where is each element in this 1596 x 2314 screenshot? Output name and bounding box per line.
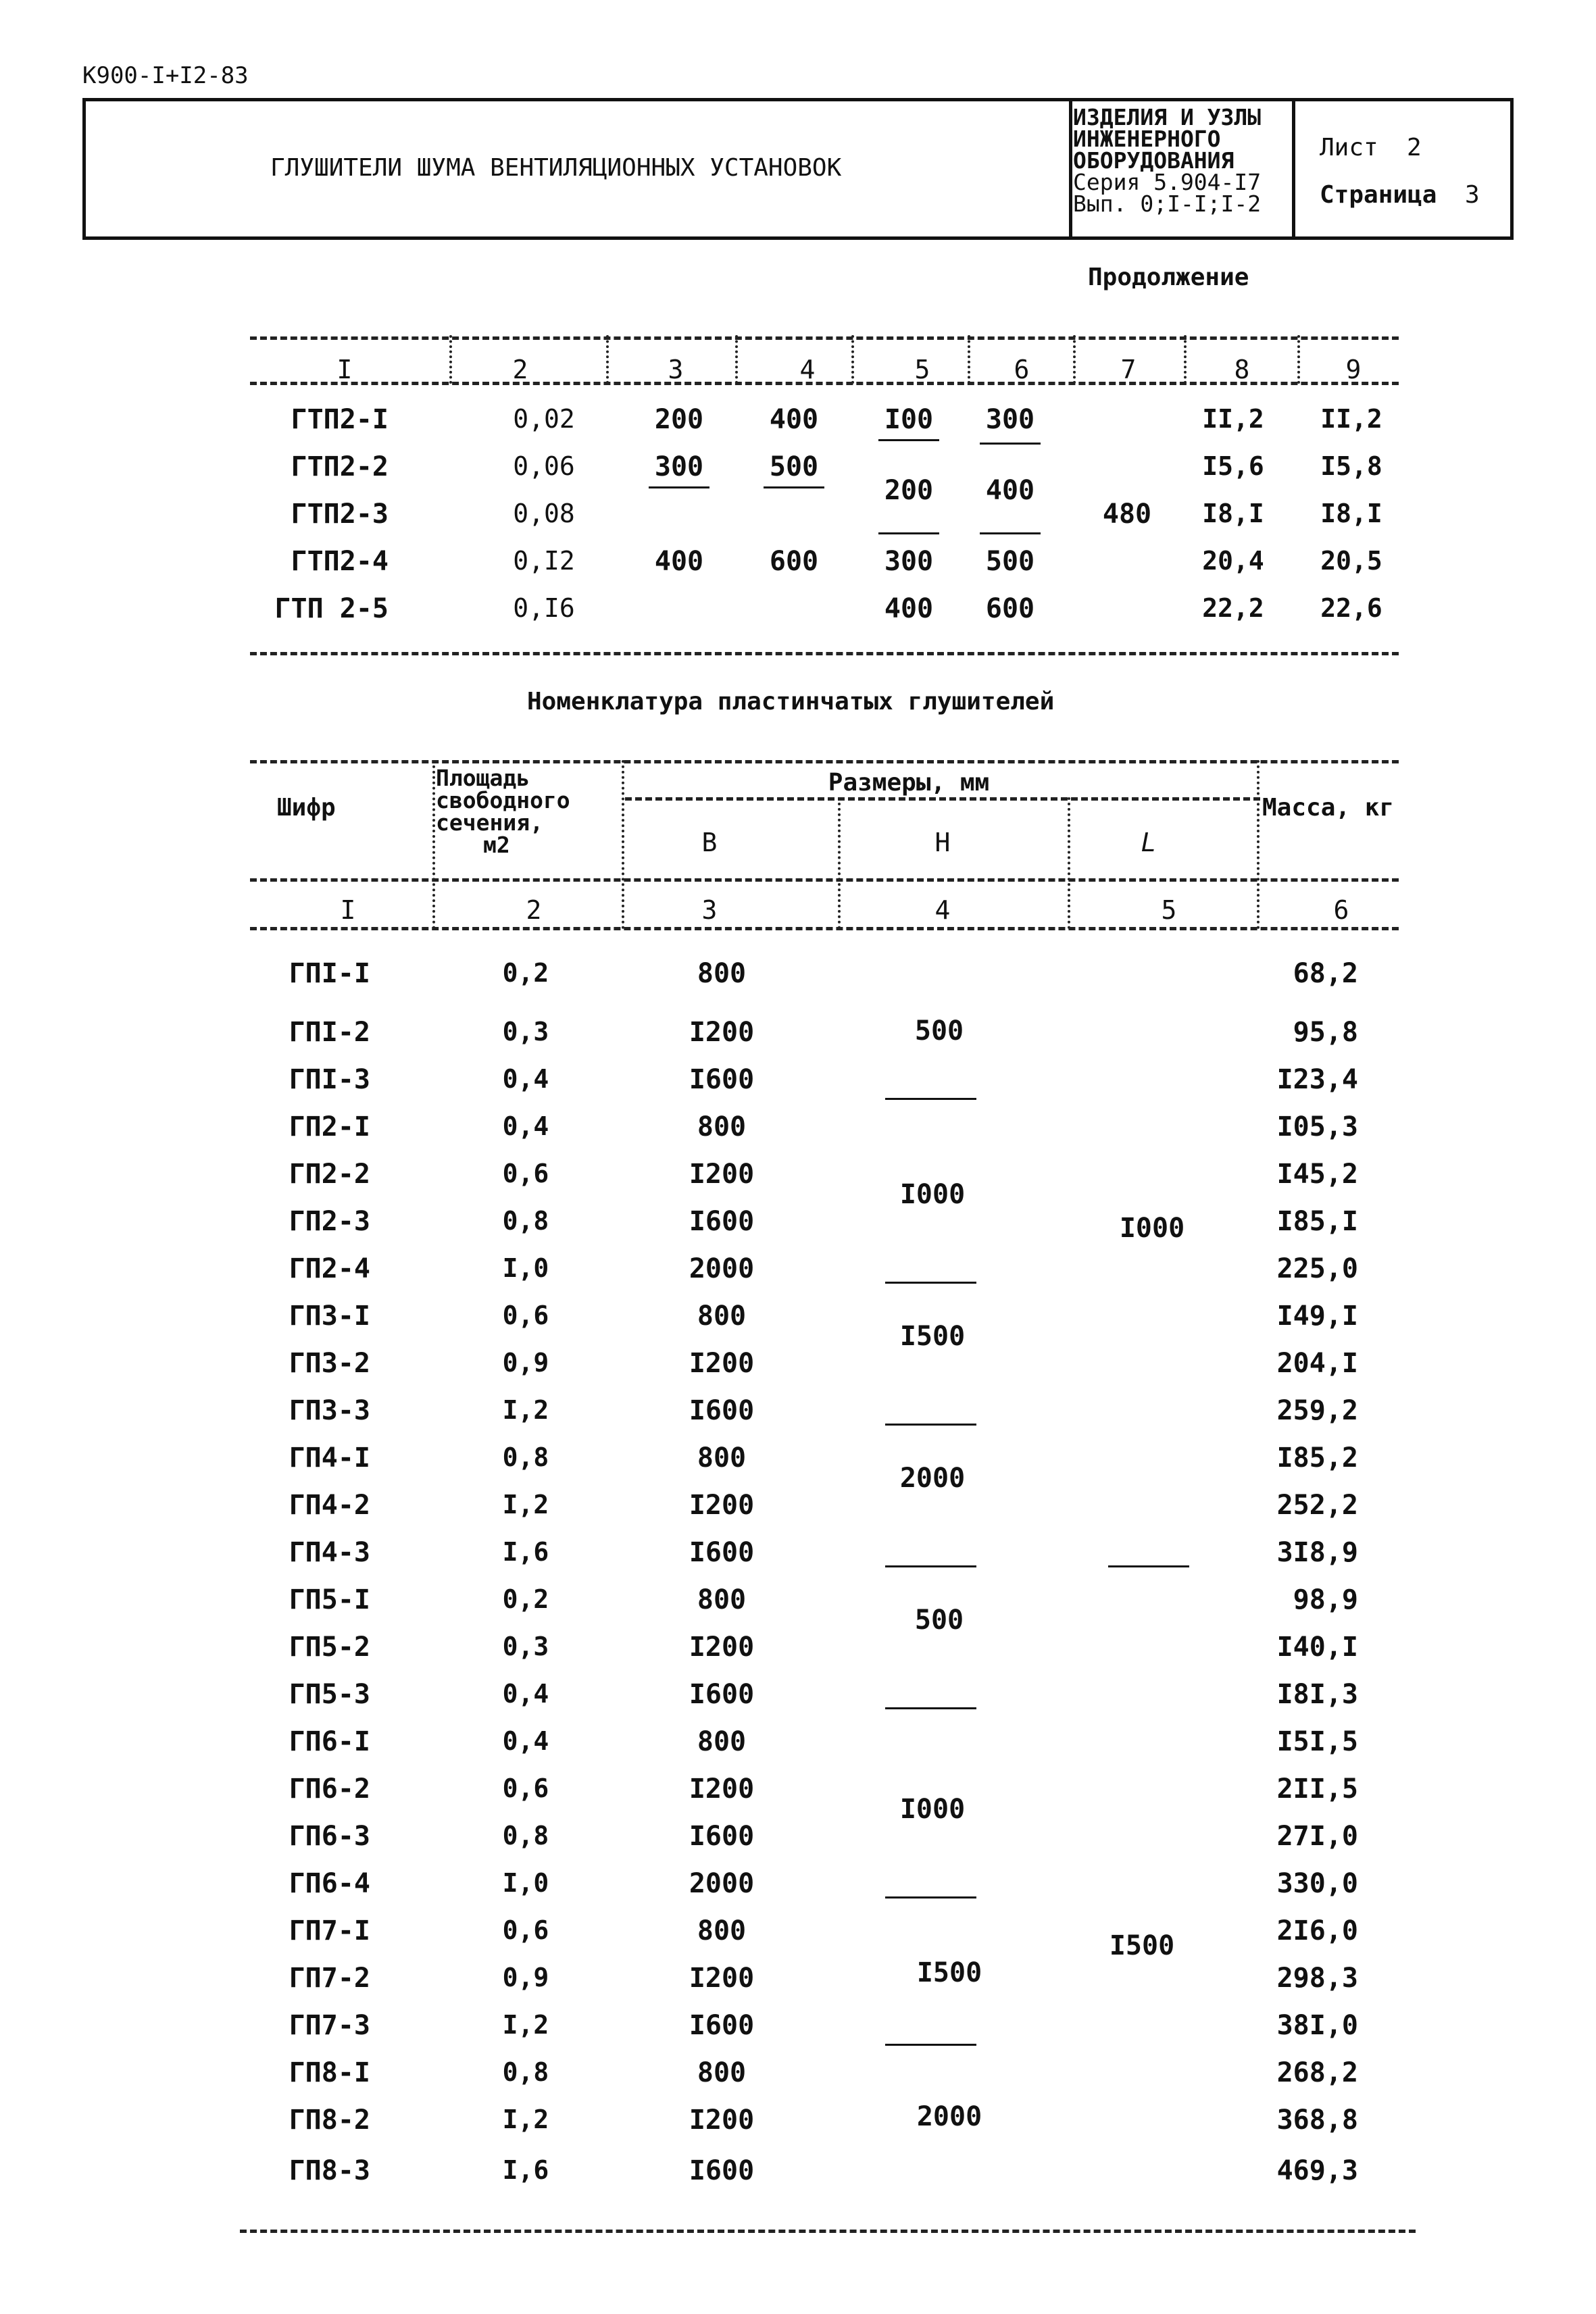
column-number: 9: [1345, 355, 1362, 384]
group-separator: [885, 2044, 976, 2046]
table-cell-code: ГПI-I: [289, 958, 370, 989]
table-cell: 0,06: [513, 451, 575, 481]
table-cell-mass: I5I,5: [1276, 1726, 1358, 1757]
table-cell-code: ГП7-2: [289, 1963, 370, 1994]
table-rule: [250, 927, 1399, 930]
column-separator: [449, 335, 452, 384]
table-cell-code: ГП2-2: [289, 1159, 370, 1190]
header-line: сечения,: [436, 809, 543, 836]
continuation-label: Продолжение: [1088, 263, 1249, 291]
table-cell: ГТП 2-5: [274, 593, 389, 624]
table-cell-area: 0,2: [502, 958, 549, 988]
sheet-label: Лист: [1320, 134, 1378, 161]
table-cell: 0,I2: [513, 546, 575, 576]
table-cell-code: ГП2-I: [289, 1111, 370, 1142]
table-cell-area: I,2: [502, 1490, 549, 1519]
column-number: 3: [668, 355, 684, 384]
column-header-h: Н: [934, 828, 951, 857]
header-line: свободного: [436, 787, 570, 813]
table-cell: I5,8: [1320, 451, 1382, 481]
table-title: Номенклатура пластинчатых глушителей: [527, 688, 1055, 715]
table-cell-area: I,0: [502, 1868, 549, 1898]
table-cell-mass: 2I6,0: [1276, 1915, 1358, 1946]
column-header-dimensions: Размеры, мм: [828, 769, 990, 797]
column-number: 5: [914, 355, 930, 384]
table-cell-code: ГП8-I: [289, 2057, 370, 2088]
table-cell-b: 800: [697, 1584, 747, 1615]
group-separator: [1108, 1565, 1189, 1567]
column-number: 3: [701, 895, 718, 925]
table-cell: 400: [884, 593, 934, 624]
table-cell-mass: 268,2: [1276, 2057, 1358, 2088]
table-cell-b: I200: [689, 1017, 755, 1048]
table-cell: ГТП2-3: [291, 499, 389, 530]
table-cell-code: ГП2-4: [289, 1253, 370, 1284]
series-line: ИНЖЕНЕРНОГО: [1073, 126, 1221, 152]
column-separator: [606, 335, 609, 384]
table-cell-area: 0,4: [502, 1679, 549, 1709]
column-number: I: [336, 355, 353, 384]
title-block-divider: [1292, 101, 1295, 236]
table-cell: II,2: [1320, 404, 1382, 434]
title-block-divider: [1069, 101, 1072, 236]
table-cell: I500: [1109, 1930, 1175, 1961]
table-cell: I500: [916, 1957, 982, 1988]
table-cell-b: I600: [689, 1206, 755, 1237]
column-separator: [432, 760, 435, 929]
table-cell: I000: [899, 1179, 966, 1210]
column-separator: [1073, 335, 1076, 384]
table-cell-mass: I85,I: [1276, 1206, 1358, 1237]
table-cell-mass: 98,9: [1293, 1584, 1358, 1615]
table-cell: 22,2: [1202, 593, 1264, 623]
table-cell-area: 0,4: [502, 1726, 549, 1756]
table-cell-code: ГПI-3: [289, 1064, 370, 1095]
table-cell-area: I,2: [502, 1395, 549, 1425]
table-cell: 20,4: [1202, 546, 1264, 576]
table-cell-code: ГП3-I: [289, 1301, 370, 1332]
table-cell-b: 800: [697, 1442, 747, 1474]
table-cell-code: ГПI-2: [289, 1017, 370, 1048]
table-cell-area: 0,6: [502, 1159, 549, 1188]
table-cell: 300: [884, 546, 934, 577]
table-cell-b: 800: [697, 958, 747, 989]
column-number: 4: [934, 895, 951, 925]
page-number: 3: [1465, 181, 1480, 209]
column-separator: [968, 335, 970, 384]
table-cell-mass: I23,4: [1276, 1064, 1358, 1095]
group-separator: [649, 486, 709, 488]
document-code: К900-I+I2-83: [82, 62, 249, 89]
table-cell-mass: 330,0: [1276, 1868, 1358, 1899]
table-cell-code: ГП4-2: [289, 1490, 370, 1521]
table-cell-b: 2000: [689, 1253, 755, 1284]
table-cell-area: 0,9: [502, 1963, 549, 1992]
table-cell: 480: [1102, 499, 1152, 530]
table-cell-mass: 252,2: [1276, 1490, 1358, 1521]
column-separator: [622, 760, 624, 929]
table-cell-code: ГП6-4: [289, 1868, 370, 1899]
table-rule: [250, 652, 1399, 655]
table-cell-area: 0,4: [502, 1064, 549, 1094]
series-line: ИЗДЕЛИЯ И УЗЛЫ: [1073, 104, 1262, 130]
group-separator: [885, 1424, 976, 1426]
table-rule: [250, 760, 1399, 763]
table-cell-mass: 368,8: [1276, 2105, 1358, 2136]
table-cell-b: 800: [697, 1301, 747, 1332]
table-cell: 500: [914, 1015, 964, 1047]
column-header-l: L: [1141, 828, 1157, 857]
table-cell-code: ГП5-3: [289, 1679, 370, 1710]
group-separator: [878, 439, 939, 441]
table-cell-mass: I85,2: [1276, 1442, 1358, 1474]
table-cell-code: ГП8-3: [289, 2155, 370, 2186]
table-cell: 600: [985, 593, 1035, 624]
table-cell-code: ГП4-3: [289, 1537, 370, 1568]
table-cell-code: ГП5-2: [289, 1632, 370, 1663]
table-cell-code: ГП7-I: [289, 1915, 370, 1946]
column-number: 5: [1161, 895, 1177, 925]
table-cell-area: 0,3: [502, 1017, 549, 1047]
table-cell-mass: 225,0: [1276, 1253, 1358, 1284]
table-cell-b: I200: [689, 1159, 755, 1190]
table-cell-b: I600: [689, 2010, 755, 2041]
table-cell-b: 800: [697, 1915, 747, 1946]
table-cell-mass: I8I,3: [1276, 1679, 1358, 1710]
table-rule: [250, 382, 1399, 385]
table-cell: 0,08: [513, 499, 575, 528]
series-line: Вып. 0;I-I;I-2: [1073, 191, 1262, 217]
column-number: 7: [1120, 355, 1137, 384]
table-cell: I8,I: [1202, 499, 1264, 528]
table-cell-b: I600: [689, 1821, 755, 1852]
group-separator: [885, 1282, 976, 1284]
group-separator: [764, 486, 824, 488]
table-cell: I00: [884, 404, 934, 435]
page-label: Страница: [1320, 181, 1437, 209]
column-number: 4: [799, 355, 816, 384]
column-number: 2: [526, 895, 542, 925]
column-number: 6: [1014, 355, 1030, 384]
table-cell: ГТП2-I: [291, 404, 389, 435]
table-cell-area: 0,3: [502, 1632, 549, 1661]
document-title: ГЛУШИТЕЛИ ШУМА ВЕНТИЛЯЦИОННЫХ УСТАНОВОК: [270, 154, 842, 182]
table-cell-code: ГП2-3: [289, 1206, 370, 1237]
table-cell-mass: I05,3: [1276, 1111, 1358, 1142]
column-separator: [1297, 335, 1300, 384]
header-line: Площадь: [436, 765, 530, 791]
sheet-number: 2: [1407, 134, 1422, 161]
table-cell-b: I600: [689, 1679, 755, 1710]
table-cell-area: 0,6: [502, 1301, 549, 1330]
series-line: Серия 5.904-I7: [1073, 169, 1262, 195]
table-cell-mass: I49,I: [1276, 1301, 1358, 1332]
table-cell-mass: 3I8,9: [1276, 1537, 1358, 1568]
column-header-b: В: [701, 828, 718, 857]
table-cell: I000: [899, 1794, 966, 1825]
table-cell: 500: [769, 451, 819, 482]
table-rule: [250, 336, 1399, 340]
table-cell-b: I600: [689, 1395, 755, 1426]
group-separator: [980, 443, 1041, 445]
table-cell-area: 0,8: [502, 2057, 549, 2087]
table-cell: 400: [654, 546, 704, 577]
table-cell-area: 0,6: [502, 1915, 549, 1945]
table-cell-mass: 298,3: [1276, 1963, 1358, 1994]
table-cell-area: I,0: [502, 1253, 549, 1283]
table-cell: 20,5: [1320, 546, 1382, 576]
table-cell: 0,02: [513, 404, 575, 434]
column-number: 2: [512, 355, 528, 384]
table-cell-b: I200: [689, 1963, 755, 1994]
table-cell-area: 0,6: [502, 1774, 549, 1803]
table-rule: [250, 878, 1399, 882]
table-cell-area: 0,9: [502, 1348, 549, 1378]
column-separator: [1068, 797, 1070, 929]
table-cell: I8,I: [1320, 499, 1382, 528]
table-cell-b: I600: [689, 2155, 755, 2186]
table-rule: [240, 2230, 1416, 2233]
table-cell-mass: 68,2: [1293, 958, 1358, 989]
table-cell-code: ГП6-I: [289, 1726, 370, 1757]
column-header-mass: Масса, кг: [1262, 794, 1395, 822]
table-cell-b: I200: [689, 1774, 755, 1805]
table-cell-code: ГП4-I: [289, 1442, 370, 1474]
column-header-area: [436, 767, 570, 856]
table-cell: ГТП2-4: [291, 546, 389, 577]
table-cell-area: I,6: [502, 2155, 549, 2185]
column-separator: [851, 335, 854, 384]
table-cell-b: I600: [689, 1064, 755, 1095]
table-cell: 400: [769, 404, 819, 435]
column-number: 6: [1333, 895, 1349, 925]
column-separator: [1257, 760, 1260, 929]
table-cell: 2000: [899, 1463, 966, 1494]
table-cell-area: I,6: [502, 1537, 549, 1567]
group-separator: [980, 532, 1041, 534]
table-cell: I5,6: [1202, 451, 1264, 481]
table-cell-code: ГП6-2: [289, 1774, 370, 1805]
table-cell-b: I200: [689, 1348, 755, 1379]
table-cell: 200: [654, 404, 704, 435]
group-separator: [885, 1707, 976, 1709]
table-cell-area: 0,8: [502, 1206, 549, 1236]
series-line: ОБОРУДОВАНИЯ: [1073, 147, 1235, 174]
series-info: [1073, 104, 1262, 217]
table-cell-mass: I40,I: [1276, 1632, 1358, 1663]
table-cell-code: ГП3-3: [289, 1395, 370, 1426]
table-cell-area: 0,8: [502, 1442, 549, 1472]
table-cell-b: I600: [689, 1537, 755, 1568]
table-cell-b: I200: [689, 1490, 755, 1521]
table-cell-b: 800: [697, 1726, 747, 1757]
group-separator: [885, 1896, 976, 1898]
column-separator: [1184, 335, 1187, 384]
table-cell: I000: [1119, 1213, 1185, 1244]
table-cell: 200: [884, 475, 934, 506]
table-cell: 600: [769, 546, 819, 577]
table-cell-b: I200: [689, 1632, 755, 1663]
table-cell-b: 800: [697, 1111, 747, 1142]
table-cell: ГТП2-2: [291, 451, 389, 482]
table-cell-b: 2000: [689, 1868, 755, 1899]
table-cell-mass: 38I,0: [1276, 2010, 1358, 2041]
table-cell: II,2: [1202, 404, 1264, 434]
column-separator: [735, 335, 738, 384]
table-cell-b: I200: [689, 2105, 755, 2136]
table-cell: 300: [654, 451, 704, 482]
column-number: I: [340, 895, 356, 925]
table-cell-mass: 95,8: [1293, 1017, 1358, 1048]
table-cell: 500: [914, 1605, 964, 1636]
table-cell-mass: 469,3: [1276, 2155, 1358, 2186]
table-cell-code: ГП5-I: [289, 1584, 370, 1615]
table-cell: 0,I6: [513, 593, 575, 623]
group-separator: [885, 1565, 976, 1567]
table-cell-area: I,2: [502, 2010, 549, 2040]
table-cell-area: 0,2: [502, 1584, 549, 1614]
table-cell-mass: I45,2: [1276, 1159, 1358, 1190]
table-rule: [625, 797, 1260, 801]
table-cell-mass: 27I,0: [1276, 1821, 1358, 1852]
table-cell-b: 800: [697, 2057, 747, 2088]
header-line: м2: [483, 832, 510, 858]
table-cell-mass: 259,2: [1276, 1395, 1358, 1426]
table-cell-code: ГП7-3: [289, 2010, 370, 2041]
table-cell-area: 0,4: [502, 1111, 549, 1141]
table-cell: I500: [899, 1321, 966, 1352]
column-separator: [838, 797, 841, 929]
table-cell: 300: [985, 404, 1035, 435]
table-cell-code: ГП8-2: [289, 2105, 370, 2136]
table-cell-code: ГП3-2: [289, 1348, 370, 1379]
table-cell-area: 0,8: [502, 1821, 549, 1851]
table-cell-mass: 2II,5: [1276, 1774, 1358, 1805]
column-number: 8: [1234, 355, 1250, 384]
group-separator: [885, 1098, 976, 1100]
table-cell-area: I,2: [502, 2105, 549, 2134]
table-cell: 22,6: [1320, 593, 1382, 623]
table-cell: 500: [985, 546, 1035, 577]
table-cell-mass: 204,I: [1276, 1348, 1358, 1379]
table-cell-code: ГП6-3: [289, 1821, 370, 1852]
table-cell: 400: [985, 475, 1035, 506]
table-cell: 2000: [916, 2101, 982, 2132]
group-separator: [878, 532, 939, 534]
column-header-code: Шифр: [277, 794, 336, 822]
